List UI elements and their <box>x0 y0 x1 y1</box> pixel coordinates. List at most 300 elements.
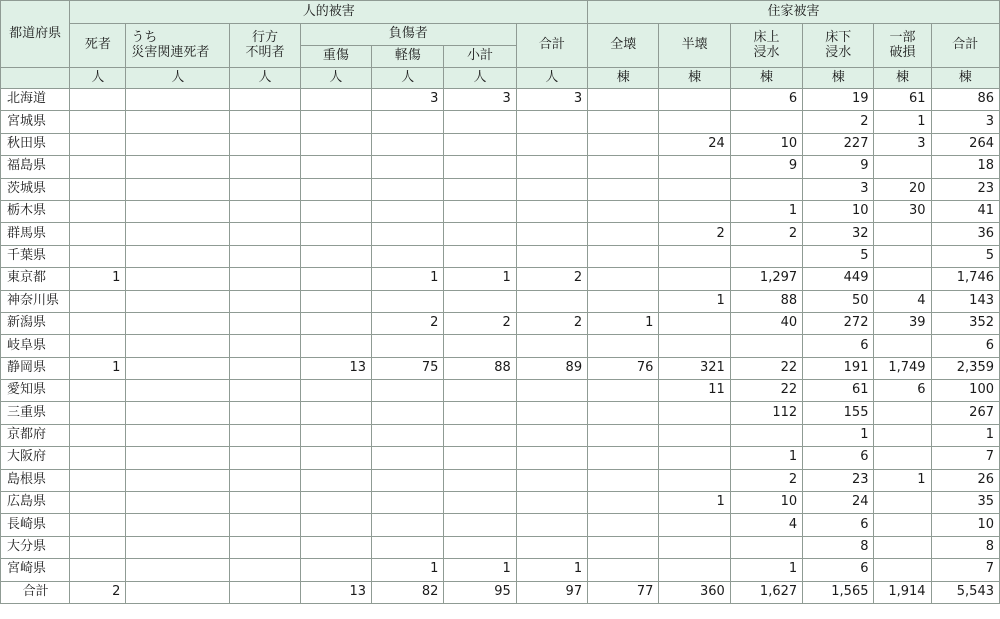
value-cell <box>874 536 931 558</box>
value-cell: 23 <box>931 178 999 200</box>
value-cell <box>874 492 931 514</box>
value-cell <box>300 245 371 267</box>
table-row <box>1 492 1000 514</box>
value-cell: 5 <box>803 245 874 267</box>
value-cell <box>588 111 659 133</box>
value-cell <box>588 89 659 111</box>
table-row <box>1 223 1000 245</box>
value-cell <box>659 447 730 469</box>
value-cell <box>516 424 587 446</box>
value-cell <box>70 245 126 267</box>
value-cell <box>516 223 587 245</box>
value-cell <box>516 492 587 514</box>
value-cell: 11 <box>659 380 730 402</box>
value-cell <box>372 133 444 155</box>
value-cell: 6 <box>874 380 931 402</box>
value-cell <box>230 245 300 267</box>
value-cell <box>588 290 659 312</box>
value-cell <box>230 559 300 581</box>
value-cell <box>300 424 371 446</box>
value-cell <box>126 536 230 558</box>
value-cell <box>372 335 444 357</box>
prefecture-cell: 愛知県 <box>1 380 70 402</box>
value-cell <box>70 312 126 334</box>
value-cell: 6 <box>730 89 802 111</box>
value-cell <box>70 223 126 245</box>
value-cell: 3 <box>372 89 444 111</box>
value-cell <box>70 89 126 111</box>
unit-cell: 棟 <box>874 68 931 89</box>
value-cell <box>126 380 230 402</box>
value-cell <box>588 469 659 491</box>
value-cell: 6 <box>803 447 874 469</box>
value-cell <box>126 178 230 200</box>
value-cell <box>300 89 371 111</box>
value-cell <box>300 335 371 357</box>
value-cell: 30 <box>874 200 931 222</box>
table-row <box>1 312 1000 334</box>
value-cell <box>444 424 516 446</box>
value-cell: 10 <box>730 492 802 514</box>
value-cell <box>126 335 230 357</box>
value-cell <box>126 156 230 178</box>
table-row <box>1 335 1000 357</box>
value-cell: 272 <box>803 312 874 334</box>
value-cell: 35 <box>931 492 999 514</box>
value-cell <box>516 111 587 133</box>
value-cell <box>230 380 300 402</box>
value-cell <box>874 447 931 469</box>
value-cell: 321 <box>659 357 730 379</box>
value-cell <box>230 402 300 424</box>
prefecture-cell: 島根県 <box>1 469 70 491</box>
value-cell <box>659 89 730 111</box>
prefecture-cell: 宮崎県 <box>1 559 70 581</box>
value-cell: 5 <box>931 245 999 267</box>
unit-cell: 人 <box>230 68 300 89</box>
value-cell <box>372 290 444 312</box>
value-cell <box>444 245 516 267</box>
value-cell <box>588 402 659 424</box>
value-cell <box>126 424 230 446</box>
value-cell <box>300 536 371 558</box>
value-cell: 1 <box>70 357 126 379</box>
value-cell <box>874 559 931 581</box>
value-cell <box>230 424 300 446</box>
value-cell: 2 <box>730 469 802 491</box>
value-cell <box>230 156 300 178</box>
value-cell: 76 <box>588 357 659 379</box>
prefecture-cell: 福島県 <box>1 156 70 178</box>
value-cell: 19 <box>803 89 874 111</box>
value-cell <box>300 223 371 245</box>
value-cell <box>126 200 230 222</box>
value-cell <box>230 536 300 558</box>
house-total-header: 合計 <box>931 24 999 68</box>
prefecture-cell: 静岡県 <box>1 357 70 379</box>
value-cell <box>70 200 126 222</box>
value-cell <box>516 290 587 312</box>
value-cell <box>372 514 444 536</box>
value-cell <box>730 424 802 446</box>
value-cell <box>126 581 230 603</box>
unit-blank <box>1 68 70 89</box>
value-cell <box>588 133 659 155</box>
value-cell <box>659 178 730 200</box>
value-cell: 1 <box>588 312 659 334</box>
value-cell: 5,543 <box>931 581 999 603</box>
value-cell: 1 <box>730 447 802 469</box>
value-cell: 143 <box>931 290 999 312</box>
value-cell <box>300 290 371 312</box>
value-cell <box>516 402 587 424</box>
value-cell <box>126 312 230 334</box>
value-cell <box>874 156 931 178</box>
value-cell <box>588 245 659 267</box>
value-cell <box>444 223 516 245</box>
prefecture-cell: 新潟県 <box>1 312 70 334</box>
value-cell: 191 <box>803 357 874 379</box>
value-cell <box>230 312 300 334</box>
table-row <box>1 402 1000 424</box>
value-cell: 1 <box>659 492 730 514</box>
value-cell <box>126 447 230 469</box>
value-cell <box>874 424 931 446</box>
value-cell <box>588 492 659 514</box>
prefecture-cell: 三重県 <box>1 402 70 424</box>
value-cell: 2,359 <box>931 357 999 379</box>
value-cell <box>300 200 371 222</box>
table-row <box>1 357 1000 379</box>
disaster-related-dead-header: うち 災害関連死者 <box>126 24 230 68</box>
table-row <box>1 536 1000 558</box>
value-cell: 9 <box>803 156 874 178</box>
table-row <box>1 89 1000 111</box>
value-cell: 97 <box>516 581 587 603</box>
prefecture-cell: 大分県 <box>1 536 70 558</box>
value-cell <box>70 536 126 558</box>
value-cell <box>444 178 516 200</box>
value-cell <box>516 380 587 402</box>
value-cell <box>126 402 230 424</box>
value-cell <box>730 536 802 558</box>
value-cell <box>372 424 444 446</box>
table-row <box>1 111 1000 133</box>
value-cell <box>230 178 300 200</box>
value-cell <box>659 245 730 267</box>
value-cell <box>126 245 230 267</box>
value-cell <box>230 581 300 603</box>
value-cell <box>874 223 931 245</box>
value-cell: 1 <box>444 559 516 581</box>
value-cell <box>516 536 587 558</box>
value-cell <box>516 514 587 536</box>
minor-injury-header: 軽傷 <box>372 46 444 68</box>
value-cell <box>516 133 587 155</box>
value-cell: 227 <box>803 133 874 155</box>
value-cell <box>300 156 371 178</box>
value-cell <box>70 290 126 312</box>
value-cell <box>300 514 371 536</box>
value-cell: 3 <box>516 89 587 111</box>
value-cell <box>730 111 802 133</box>
value-cell <box>588 559 659 581</box>
value-cell: 1 <box>372 559 444 581</box>
value-cell <box>588 223 659 245</box>
value-cell <box>659 402 730 424</box>
value-cell <box>516 245 587 267</box>
value-cell <box>659 312 730 334</box>
prefecture-cell: 北海道 <box>1 89 70 111</box>
value-cell: 264 <box>931 133 999 155</box>
value-cell <box>444 469 516 491</box>
value-cell <box>300 469 371 491</box>
injury-subtotal-header: 小計 <box>444 46 516 68</box>
human-total-header: 合計 <box>516 24 587 68</box>
value-cell <box>230 223 300 245</box>
value-cell: 1 <box>372 268 444 290</box>
value-cell <box>70 424 126 446</box>
value-cell <box>516 469 587 491</box>
value-cell <box>444 380 516 402</box>
prefecture-cell: 茨城県 <box>1 178 70 200</box>
injured-header: 負傷者 <box>300 24 516 46</box>
value-cell <box>444 492 516 514</box>
value-cell: 61 <box>874 89 931 111</box>
value-cell <box>126 514 230 536</box>
table-header <box>1 1 1000 89</box>
value-cell <box>70 111 126 133</box>
value-cell <box>70 447 126 469</box>
value-cell <box>372 380 444 402</box>
unit-cell: 人 <box>70 68 126 89</box>
prefecture-cell: 栃木県 <box>1 200 70 222</box>
value-cell <box>659 200 730 222</box>
value-cell <box>588 514 659 536</box>
value-cell <box>588 536 659 558</box>
value-cell <box>372 469 444 491</box>
value-cell: 4 <box>730 514 802 536</box>
prefecture-cell: 東京都 <box>1 268 70 290</box>
prefecture-header: 都道府県 <box>1 1 70 68</box>
unit-cell: 人 <box>372 68 444 89</box>
table-row <box>1 245 1000 267</box>
value-cell <box>588 156 659 178</box>
value-cell: 2 <box>516 268 587 290</box>
value-cell: 1 <box>803 424 874 446</box>
value-cell: 89 <box>516 357 587 379</box>
dead-header: 死者 <box>70 24 126 68</box>
value-cell <box>444 111 516 133</box>
value-cell <box>230 469 300 491</box>
value-cell: 10 <box>803 200 874 222</box>
value-cell <box>659 424 730 446</box>
value-cell: 3 <box>444 89 516 111</box>
table-row <box>1 178 1000 200</box>
prefecture-cell: 合計 <box>1 581 70 603</box>
total-destroyed-header: 全壊 <box>588 24 659 68</box>
value-cell <box>372 245 444 267</box>
value-cell: 2 <box>730 223 802 245</box>
unit-cell: 人 <box>300 68 371 89</box>
value-cell <box>659 536 730 558</box>
value-cell: 39 <box>874 312 931 334</box>
table-row <box>1 380 1000 402</box>
value-cell <box>230 335 300 357</box>
house-damage-header: 住家被害 <box>588 1 1000 24</box>
value-cell: 6 <box>803 559 874 581</box>
value-cell: 88 <box>730 290 802 312</box>
value-cell <box>126 89 230 111</box>
value-cell: 41 <box>931 200 999 222</box>
value-cell: 75 <box>372 357 444 379</box>
value-cell: 2 <box>372 312 444 334</box>
value-cell <box>70 469 126 491</box>
value-cell: 95 <box>444 581 516 603</box>
value-cell <box>730 335 802 357</box>
table-row <box>1 200 1000 222</box>
value-cell: 4 <box>874 290 931 312</box>
value-cell <box>659 335 730 357</box>
value-cell <box>126 111 230 133</box>
value-cell <box>300 492 371 514</box>
value-cell <box>300 380 371 402</box>
value-cell: 3 <box>931 111 999 133</box>
value-cell <box>230 514 300 536</box>
prefecture-cell: 千葉県 <box>1 245 70 267</box>
prefecture-cell: 岐阜県 <box>1 335 70 357</box>
table-row <box>1 133 1000 155</box>
prefecture-cell: 広島県 <box>1 492 70 514</box>
value-cell: 1,914 <box>874 581 931 603</box>
table-row <box>1 290 1000 312</box>
value-cell: 100 <box>931 380 999 402</box>
unit-cell: 人 <box>444 68 516 89</box>
value-cell <box>444 514 516 536</box>
value-cell: 1 <box>70 268 126 290</box>
value-cell: 13 <box>300 357 371 379</box>
value-cell <box>874 402 931 424</box>
value-cell: 24 <box>659 133 730 155</box>
value-cell <box>126 492 230 514</box>
unit-cell: 棟 <box>803 68 874 89</box>
value-cell <box>444 290 516 312</box>
value-cell <box>300 178 371 200</box>
value-cell: 10 <box>931 514 999 536</box>
value-cell <box>230 133 300 155</box>
value-cell: 7 <box>931 559 999 581</box>
value-cell: 82 <box>372 581 444 603</box>
value-cell <box>444 156 516 178</box>
table-row <box>1 469 1000 491</box>
value-cell: 40 <box>730 312 802 334</box>
value-cell <box>588 380 659 402</box>
value-cell <box>70 133 126 155</box>
value-cell <box>70 335 126 357</box>
value-cell <box>874 335 931 357</box>
value-cell: 22 <box>730 380 802 402</box>
value-cell <box>659 111 730 133</box>
unit-cell: 棟 <box>730 68 802 89</box>
value-cell <box>659 514 730 536</box>
value-cell <box>730 245 802 267</box>
value-cell <box>588 200 659 222</box>
value-cell <box>300 133 371 155</box>
partial-damage-header: 一部 破損 <box>874 24 931 68</box>
value-cell <box>588 335 659 357</box>
value-cell: 23 <box>803 469 874 491</box>
value-cell <box>444 200 516 222</box>
value-cell: 1 <box>874 469 931 491</box>
value-cell <box>70 380 126 402</box>
value-cell <box>874 268 931 290</box>
value-cell <box>70 178 126 200</box>
value-cell <box>230 492 300 514</box>
unit-row <box>1 68 1000 89</box>
value-cell <box>70 492 126 514</box>
value-cell <box>372 111 444 133</box>
prefecture-cell: 神奈川県 <box>1 290 70 312</box>
value-cell <box>70 514 126 536</box>
value-cell <box>300 559 371 581</box>
value-cell: 449 <box>803 268 874 290</box>
value-cell: 26 <box>931 469 999 491</box>
value-cell: 88 <box>444 357 516 379</box>
value-cell <box>372 200 444 222</box>
value-cell <box>372 223 444 245</box>
value-cell: 1 <box>444 268 516 290</box>
value-cell: 360 <box>659 581 730 603</box>
value-cell <box>126 290 230 312</box>
value-cell <box>874 245 931 267</box>
table-body <box>1 89 1000 604</box>
value-cell: 1 <box>659 290 730 312</box>
value-cell <box>444 335 516 357</box>
value-cell: 267 <box>931 402 999 424</box>
value-cell: 1 <box>874 111 931 133</box>
value-cell <box>372 156 444 178</box>
value-cell <box>70 559 126 581</box>
value-cell <box>516 447 587 469</box>
value-cell: 1,297 <box>730 268 802 290</box>
half-destroyed-header: 半壊 <box>659 24 730 68</box>
value-cell: 112 <box>730 402 802 424</box>
value-cell: 18 <box>931 156 999 178</box>
value-cell: 1 <box>730 559 802 581</box>
table-row <box>1 156 1000 178</box>
value-cell: 155 <box>803 402 874 424</box>
value-cell <box>659 559 730 581</box>
total-row <box>1 581 1000 603</box>
value-cell <box>372 447 444 469</box>
value-cell <box>444 536 516 558</box>
value-cell <box>372 536 444 558</box>
value-cell <box>730 178 802 200</box>
value-cell <box>300 268 371 290</box>
value-cell: 1,746 <box>931 268 999 290</box>
value-cell <box>70 156 126 178</box>
value-cell <box>372 178 444 200</box>
table-row <box>1 447 1000 469</box>
value-cell <box>444 402 516 424</box>
value-cell <box>230 357 300 379</box>
unit-cell: 棟 <box>931 68 999 89</box>
unit-cell: 人 <box>516 68 587 89</box>
value-cell: 6 <box>803 335 874 357</box>
value-cell <box>444 447 516 469</box>
table-row <box>1 514 1000 536</box>
prefecture-cell: 宮城県 <box>1 111 70 133</box>
